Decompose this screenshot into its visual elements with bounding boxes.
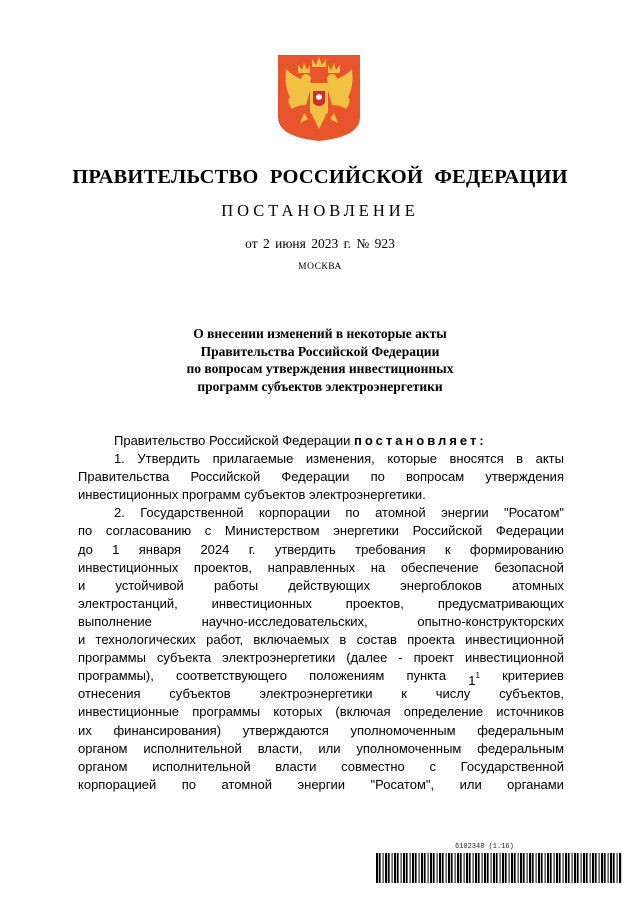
word: действующих: [288, 577, 371, 593]
word: с: [204, 523, 212, 539]
body-lines: [78, 450, 564, 794]
body-line: [78, 504, 564, 522]
intro-line: [78, 432, 564, 450]
word: устойчивой: [115, 577, 184, 593]
body-line: [78, 450, 564, 468]
word: числу: [435, 686, 471, 702]
word: Правительства: [78, 469, 170, 485]
barcode: [376, 853, 624, 883]
footnote-ref: 1: [475, 671, 480, 681]
word: корпорацией: [78, 776, 157, 792]
word: выполнение: [78, 613, 152, 629]
word: их: [78, 722, 92, 738]
word: направленных: [267, 559, 356, 575]
word: утвердить: [274, 541, 336, 557]
word: Федерации: [495, 523, 564, 539]
word: изменения,: [305, 451, 375, 467]
word: электроэнергетики.: [309, 487, 426, 503]
word: формированию: [469, 541, 564, 557]
word: источников: [496, 704, 564, 720]
word: состав: [356, 632, 397, 648]
word: власти: [275, 758, 317, 774]
word: в: [339, 632, 347, 648]
word: атомной: [221, 776, 273, 792]
body-line: [78, 722, 564, 740]
subject-line: программ субъектов электроэнергетики: [197, 378, 443, 394]
word: требования: [355, 541, 426, 557]
word: Российской: [412, 523, 483, 539]
word: инвестиционной: [465, 632, 564, 648]
body-line: [78, 703, 564, 721]
word: Государственной: [460, 758, 564, 774]
word: или: [459, 776, 482, 792]
word: утверждаются: [242, 722, 329, 738]
word: субъекта: [156, 650, 212, 666]
word: проектов,: [345, 595, 404, 611]
word: власти,: [257, 740, 303, 756]
word: исполнительной: [143, 740, 242, 756]
government-title: ПРАВИТЕЛЬСТВО РОССИЙСКОЙ ФЕДЕРАЦИИ: [72, 166, 568, 188]
word: работ,: [206, 632, 244, 648]
city: МОСКВА: [298, 262, 342, 272]
word: соответствующего: [176, 668, 287, 684]
word: включаемых: [253, 632, 330, 648]
word: органом: [78, 740, 128, 756]
word: научно-исследовательских,: [201, 613, 368, 629]
word: критериев: [502, 668, 564, 684]
word: "Росатом": [504, 505, 564, 521]
word: технологических: [95, 632, 196, 648]
word: по: [78, 523, 93, 539]
word: "Росатом",: [370, 776, 435, 792]
word: программы),: [78, 668, 154, 684]
word: отнесения: [78, 686, 141, 702]
word: совместно: [341, 758, 405, 774]
intro-verb: постановляет:: [353, 433, 487, 448]
body-line: [78, 740, 564, 758]
word: проектов,: [193, 559, 253, 575]
word: в: [516, 451, 524, 467]
word: января: [138, 541, 182, 557]
word: электростанций,: [78, 595, 178, 611]
word: энергетики: [333, 523, 399, 539]
word: которые: [387, 451, 437, 467]
word: и: [78, 577, 86, 593]
word: которых: [273, 704, 323, 720]
word: электроэнергетики: [259, 686, 373, 702]
word: работы: [213, 577, 259, 593]
word: до: [78, 541, 93, 557]
word: и: [78, 632, 86, 648]
word: согласованию: [105, 523, 192, 539]
barcode-number: 6102348 (1.16): [455, 843, 514, 851]
word: 1: [112, 541, 120, 557]
word: субъектов,: [499, 686, 564, 702]
word: атомных: [512, 577, 564, 593]
word: 2.: [114, 505, 125, 521]
word: федеральным: [477, 740, 564, 756]
body-line: [78, 685, 564, 703]
word: -: [398, 650, 403, 666]
word: Министерством: [224, 523, 320, 539]
subject-line: О внесении изменений в некоторые акты: [193, 326, 447, 341]
subject-heading: [90, 325, 550, 395]
subject-line: по вопросам утверждения инвестиционных: [186, 361, 454, 376]
word: энергии: [297, 776, 346, 792]
word: (далее: [346, 650, 388, 666]
word: Российской: [190, 469, 261, 485]
word: энергии: [441, 505, 489, 521]
word: обеспечение: [400, 559, 479, 575]
word: субъектов: [244, 487, 310, 503]
word: Утвердить: [137, 451, 201, 467]
word: пункта: [406, 668, 447, 684]
word: 2024: [200, 541, 230, 557]
word: электроэнергетики: [222, 650, 336, 666]
body-line: [78, 468, 564, 486]
word: $1^1$: [468, 671, 480, 689]
body-line: [78, 667, 564, 689]
date-and-number: от 2 июня 2023 г. № 923: [245, 236, 395, 251]
body-line: [78, 776, 564, 794]
intro-text: Правительство Российской Федерации: [114, 433, 351, 448]
word: Государственной: [140, 505, 244, 521]
word: программы: [192, 704, 261, 720]
word: 1.: [114, 451, 125, 467]
document-body: [78, 432, 564, 794]
word: вопросам: [406, 469, 465, 485]
body-line: [78, 486, 564, 504]
body-line: [78, 577, 564, 595]
body-line: [78, 541, 564, 559]
word: инвестиционные: [78, 704, 180, 720]
word: органами: [507, 776, 564, 792]
word: субъектов: [169, 686, 231, 702]
body-line: [78, 649, 564, 667]
word: инвестиционных: [211, 595, 312, 611]
body-line: [78, 595, 564, 613]
word: вносятся: [449, 451, 504, 467]
word: программ: [181, 487, 245, 503]
word: органом: [78, 758, 128, 774]
word: с: [429, 758, 436, 774]
word: инвестиционных: [78, 487, 182, 503]
word: на: [370, 559, 386, 575]
word: акты: [535, 451, 564, 467]
word: программы: [78, 650, 146, 666]
body-line: [78, 613, 564, 631]
body-line: [78, 631, 564, 649]
word: или: [318, 740, 341, 756]
word: (включая: [335, 704, 391, 720]
body-line: [78, 559, 564, 577]
word: уполномоченным: [350, 722, 456, 738]
word: уполномоченным: [356, 740, 462, 756]
body-line: [78, 758, 564, 776]
word: проекта: [407, 632, 455, 648]
word: корпорации: [258, 505, 330, 521]
word: федеральным: [477, 722, 564, 738]
word: положениям: [309, 668, 385, 684]
word: прилагаемые: [212, 451, 294, 467]
word: по: [370, 469, 385, 485]
word: финансирования): [113, 722, 222, 738]
subject-line: Правительства Российской Федерации: [200, 343, 440, 359]
document-type: ПОСТАНОВЛЕНИЕ: [221, 201, 419, 220]
word: к: [444, 541, 451, 557]
word: предусматривающих: [437, 595, 564, 611]
word: определение: [403, 704, 484, 720]
word: утверждения: [485, 469, 564, 485]
word: по: [345, 505, 360, 521]
word: энергоблоков: [400, 577, 482, 593]
word: инвестиционных: [78, 559, 179, 575]
coat-of-arms-emblem: [276, 53, 362, 143]
word: опытно-конструкторских: [417, 613, 564, 629]
word: инвестиционной: [465, 650, 564, 666]
word: г.: [248, 541, 256, 557]
word: проект: [413, 650, 455, 666]
word: исполнительной: [152, 758, 251, 774]
word: по: [181, 776, 196, 792]
word: безопасной: [494, 559, 564, 575]
body-line: [78, 522, 564, 540]
word: к: [401, 686, 407, 702]
word: Федерации: [281, 469, 350, 485]
word: атомной: [375, 505, 426, 521]
